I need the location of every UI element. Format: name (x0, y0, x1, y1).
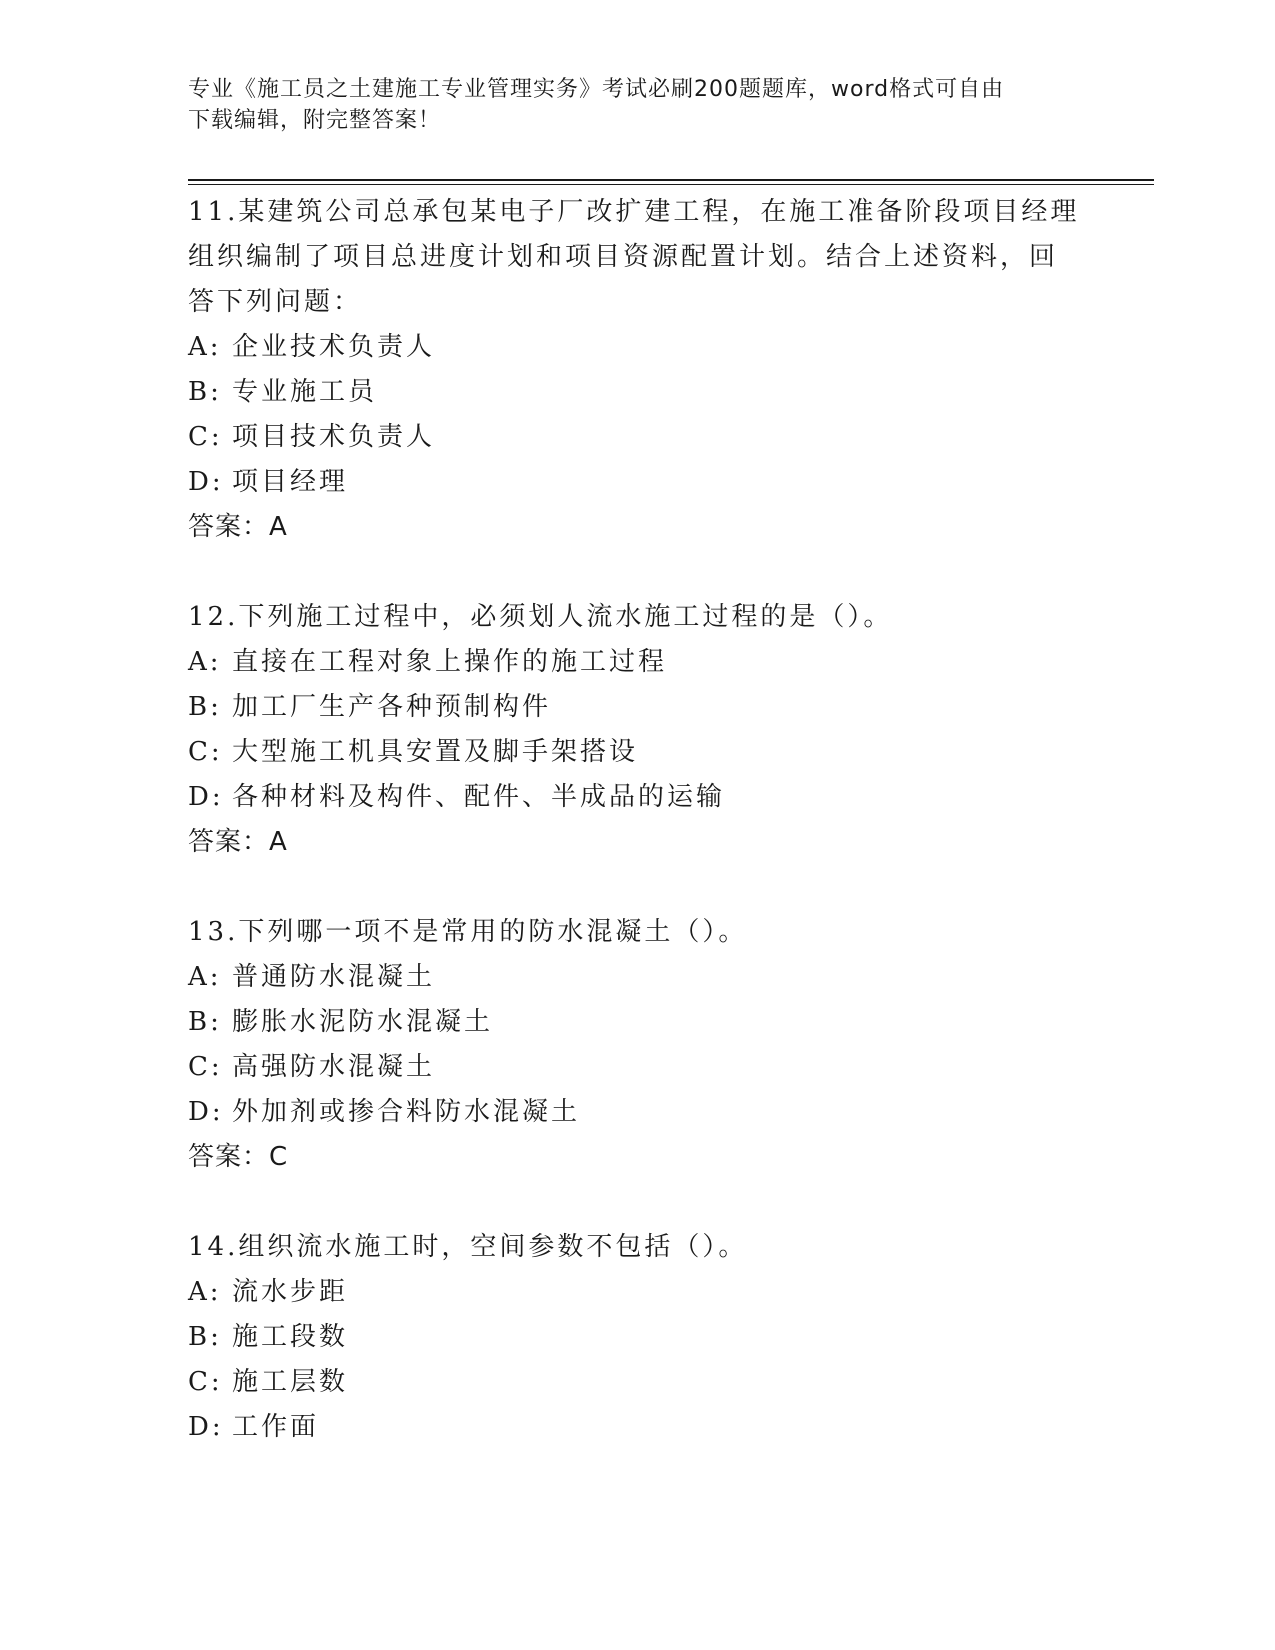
option-a (188, 955, 1088, 1000)
option-letter: D: (188, 1097, 224, 1127)
option-letter: C: (188, 1052, 223, 1082)
option-c (188, 730, 1088, 775)
option-d (188, 1090, 1088, 1135)
question-stem-line: 14.组织流水施工时，空间参数不包括（）。 (188, 1232, 748, 1262)
header-divider-thick (188, 179, 1154, 181)
question-stem-line: 13.下列哪一项不是常用的防水混凝土（）。 (188, 917, 748, 947)
option-a (188, 640, 1088, 685)
option-text: 流水步距 (232, 1277, 349, 1307)
option-text: 加工厂生产各种预制构件 (232, 692, 552, 722)
option-text: 工作面 (232, 1412, 320, 1442)
option-b (188, 1315, 1088, 1360)
option-letter: A: (188, 332, 222, 362)
option-letter: C: (188, 422, 223, 452)
option-b (188, 685, 1088, 730)
option-b (188, 370, 1088, 415)
option-letter: B: (188, 377, 222, 407)
option-d (188, 1405, 1088, 1450)
option-text: 高强防水混凝土 (232, 1052, 436, 1082)
option-text: 企业技术负责人 (232, 332, 436, 362)
document-header (188, 74, 1068, 136)
question-13 (188, 910, 1088, 1180)
option-letter: A: (188, 1277, 222, 1307)
answer-line: 答案：A (188, 827, 288, 857)
option-text: 施工层数 (232, 1367, 349, 1397)
option-a (188, 1270, 1088, 1315)
option-c (188, 1360, 1088, 1405)
option-letter: A: (188, 647, 222, 677)
header-line-2: 下载编辑，附完整答案！ (188, 108, 442, 133)
question-11 (188, 190, 1088, 550)
question-stem-line: 组织编制了项目总进度计划和项目资源配置计划。结合上述资料，回 (188, 242, 1059, 272)
option-text: 直接在工程对象上操作的施工过程 (232, 647, 668, 677)
option-letter: A: (188, 962, 222, 992)
question-stem-line: 12.下列施工过程中，必须划人流水施工过程的是（）。 (188, 602, 893, 632)
question-list (188, 190, 1088, 1495)
question-stem-line: 答下列问题： (188, 287, 363, 317)
answer-line: 答案：A (188, 512, 288, 542)
option-letter: C: (188, 1367, 223, 1397)
question-12 (188, 595, 1088, 865)
option-letter: B: (188, 1322, 222, 1352)
header-line-1: 专业《施工员之土建施工专业管理实务》考试必刷200题题库，word格式可自由 (188, 77, 1005, 102)
option-a (188, 325, 1088, 370)
option-d (188, 460, 1088, 505)
answer-line: 答案：C (188, 1142, 289, 1172)
option-d (188, 775, 1088, 820)
option-text: 项目技术负责人 (232, 422, 436, 452)
option-letter: D: (188, 1412, 224, 1442)
option-text: 大型施工机具安置及脚手架搭设 (232, 737, 639, 767)
option-c (188, 415, 1088, 460)
question-stem-line: 11.某建筑公司总承包某电子厂改扩建工程，在施工准备阶段项目经理 (188, 197, 1080, 227)
header-divider-thin (188, 184, 1154, 185)
option-text: 施工段数 (232, 1322, 349, 1352)
option-letter: D: (188, 782, 224, 812)
option-letter: D: (188, 467, 224, 497)
option-text: 外加剂或掺合料防水混凝土 (232, 1097, 581, 1127)
option-text: 专业施工员 (232, 377, 378, 407)
option-b (188, 1000, 1088, 1045)
option-letter: C: (188, 737, 223, 767)
option-text: 膨胀水泥防水混凝土 (232, 1007, 494, 1037)
option-letter: B: (188, 692, 222, 722)
option-text: 项目经理 (232, 467, 349, 497)
question-14 (188, 1225, 1088, 1450)
option-c (188, 1045, 1088, 1090)
option-text: 各种材料及构件、配件、半成品的运输 (232, 782, 726, 812)
option-text: 普通防水混凝土 (232, 962, 436, 992)
option-letter: B: (188, 1007, 222, 1037)
